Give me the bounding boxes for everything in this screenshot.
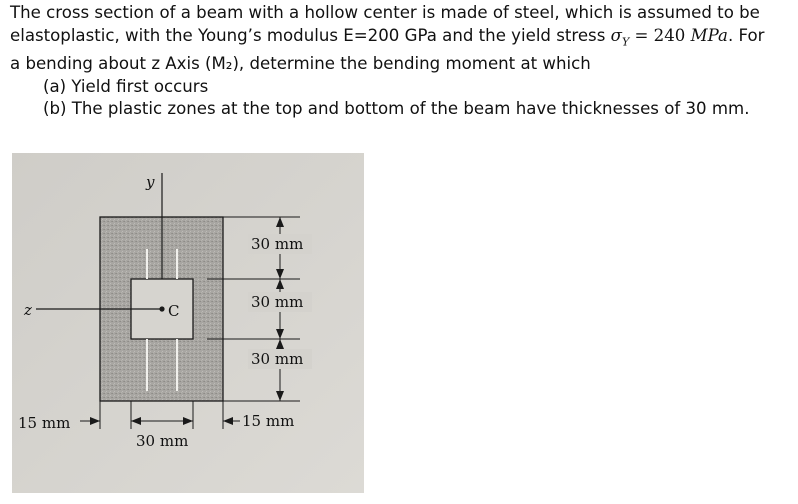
yield-stress-equation (610, 25, 728, 48)
problem-line-1: The cross section of a beam with a hollow center is made of steel, which is assumed to be (10, 3, 760, 22)
question-list (43, 76, 792, 121)
y-axis-label: y (146, 173, 155, 191)
equation-value: = 240 (629, 25, 691, 45)
dim-bottom-flange: 30 mm (251, 350, 304, 368)
dim-left-wall: 15 mm (18, 414, 71, 432)
sigma-subscript: Y (621, 34, 630, 48)
equation-unit: MPa (690, 25, 728, 45)
cross-section-diagram (12, 153, 364, 493)
centroid-point (159, 306, 164, 311)
problem-line-2-end: . For (727, 25, 765, 45)
problem-line-2 (10, 25, 792, 54)
dim-core-width: 30 mm (136, 432, 189, 450)
question-a: (a) Yield first occurs (43, 76, 209, 96)
problem-line-3: a bending about z Axis (M₂), determine the bending moment at which (10, 54, 591, 74)
z-axis-label: z (24, 301, 32, 319)
question-b: (b) The plastic zones at the top and bottom of the beam have thicknesses of 30 mm. (43, 99, 750, 119)
problem-line-2-text: elastoplastic, with the Young’s modulus E=200 GPa and the yield stress (10, 25, 611, 45)
sigma-symbol: σ (610, 25, 622, 45)
problem-statement (10, 2, 792, 121)
dim-top-flange: 30 mm (251, 235, 304, 253)
dim-core-height: 30 mm (251, 293, 304, 311)
beam-cross-section-photo (12, 153, 364, 493)
centroid-label: C (168, 302, 180, 320)
dim-right-wall: 15 mm (242, 412, 295, 430)
